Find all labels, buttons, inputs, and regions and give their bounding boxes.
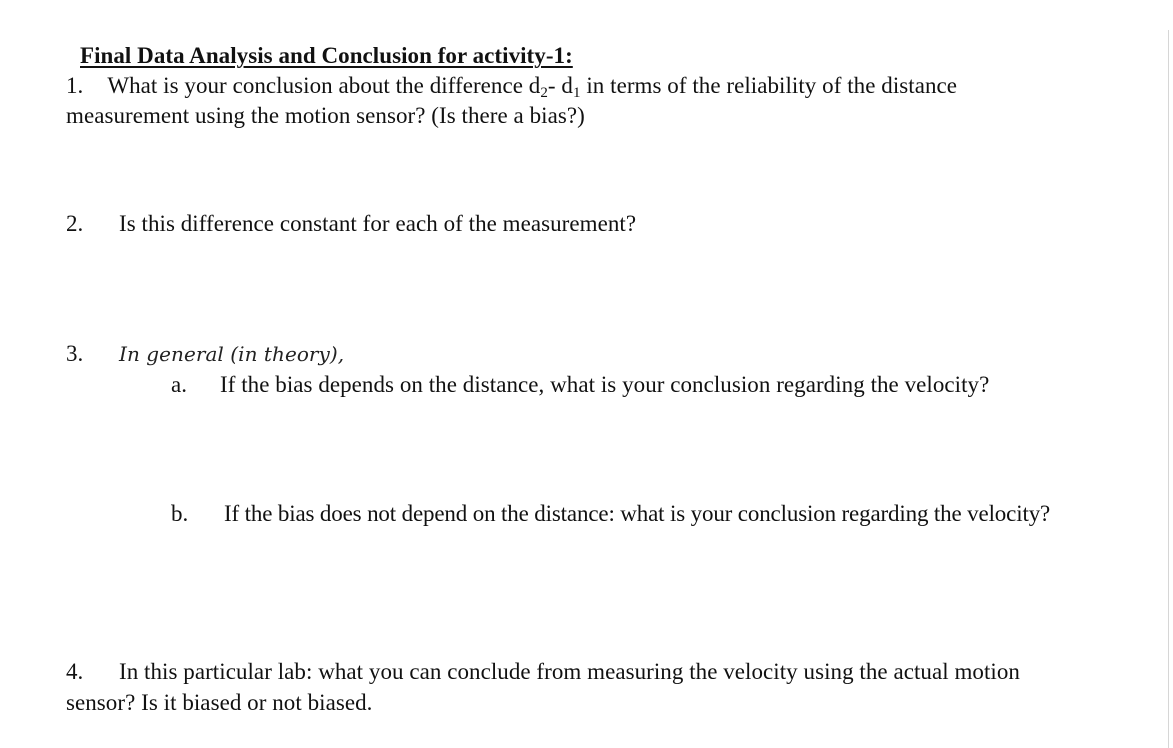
subscript-2: 2 <box>540 85 548 101</box>
question-1-text-start: What is your conclusion about the difference d <box>107 73 541 98</box>
question-1-line-1 <box>66 72 957 100</box>
question-2-text: Is this difference constant for each of the measurement? <box>119 211 637 236</box>
question-1-number: 1. <box>66 73 84 98</box>
question-4-line-2: sensor? Is it biased or not biased. <box>66 690 373 715</box>
section-title: Final Data Analysis and Conclusion for activity-1: <box>80 43 573 68</box>
question-1-text-end: in terms of the reliability of the distance <box>580 73 958 98</box>
page-edge-divider <box>1168 30 1169 748</box>
question-3b-text: If the bias does not depend on the distance: what is your conclusion regarding the velocity? <box>224 501 1051 526</box>
question-3-text: In general (in theory), <box>119 342 345 366</box>
question-3a-text: If the bias depends on the distance, what is your conclusion regarding the velocity? <box>220 372 990 397</box>
question-3-number: 3. <box>66 341 84 366</box>
question-2-number: 2. <box>66 211 84 236</box>
question-1-line-2: measurement using the motion sensor? (Is there a bias?) <box>66 103 585 128</box>
question-3b-letter: b. <box>171 501 189 526</box>
question-3a-letter: a. <box>171 372 188 397</box>
question-1-text-middle: - d <box>547 73 573 98</box>
subscript-1: 1 <box>572 85 581 101</box>
question-4-number: 4. <box>66 659 84 684</box>
question-4-line-1: In this particular lab: what you can conclude from measuring the velocity using the actual motion <box>119 659 1020 684</box>
